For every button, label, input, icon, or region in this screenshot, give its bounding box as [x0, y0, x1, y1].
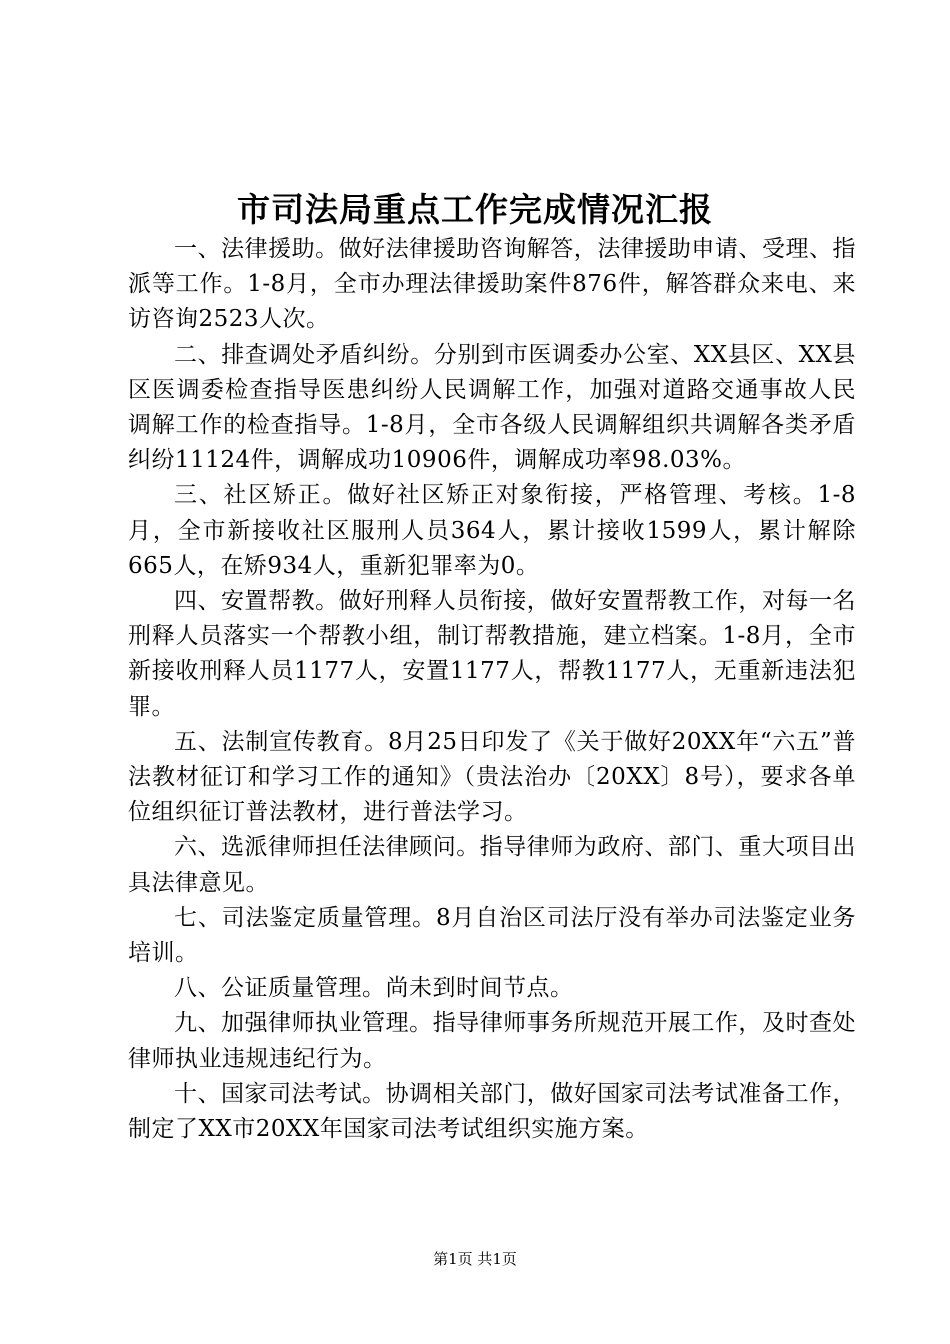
paragraph-dispute-mediation: 二、排查调处矛盾纠纷。分别到市医调委办公室、XX县区、XX县区医调委检查指导医患纠纷人民调解工作，加强对道路交通事故人民调解工作的检查指导。1-8月，全市各级人民调解组织共调解各类矛盾纠纷11124件，调解成功10906件，调解成功率98.03%。 [128, 341, 856, 474]
paragraph-notary: 八、公证质量管理。尚未到时间节点。 [174, 975, 574, 1002]
document-body [128, 232, 856, 1147]
paragraph-resettlement: 四、安置帮教。做好刑释人员衔接，做好安置帮教工作，对每一名刑释人员落实一个帮教小组，制订帮教措施，建立档案。1-8月，全市新接收刑释人员1177人，安置1177人，帮教1177人，无重新违法犯罪。 [128, 588, 856, 720]
paragraph-legal-counsel: 六、选派律师担任法律顾问。指导律师为政府、部门、重大项目出具法律意见。 [128, 834, 856, 896]
paragraph-legal-education: 五、法制宣传教育。8月25日印发了《关于做好20XX年“六五”普法教材征订和学习工作的通知》（贵法治办〔20XX〕8号），要求各单位组织征订普法教材，进行普法学习。 [128, 728, 856, 826]
paragraph-lawyer-management: 九、加强律师执业管理。指导律师事务所规范开展工作，及时查处律师执业违规违纪行为。 [128, 1010, 856, 1072]
document-title: 市司法局重点工作完成情况汇报 [237, 190, 713, 229]
paragraph-community-correction: 三、社区矫正。做好社区矫正对象衔接，严格管理、考核。1-8月，全市新接收社区服刑人员364人，累计接收1599人，累计解除665人，在矫934人，重新犯罪率为0。 [128, 482, 856, 579]
page-number: 第1页 共1页 [433, 1250, 517, 1268]
paragraph-judicial-exam: 十、国家司法考试。协调相关部门，做好国家司法考试准备工作，制定了XX市20XX年国家司法考试组织实施方案。 [128, 1080, 856, 1143]
paragraph-legal-aid: 一、法律援助。做好法律援助咨询解答，法律援助申请、受理、指派等工作。1-8月，全市办理法律援助案件876件，解答群众来电、来访咨询2523人次。 [128, 236, 856, 333]
paragraph-forensic-appraisal: 七、司法鉴定质量管理。8月自治区司法厅没有举办司法鉴定业务培训。 [128, 904, 856, 967]
